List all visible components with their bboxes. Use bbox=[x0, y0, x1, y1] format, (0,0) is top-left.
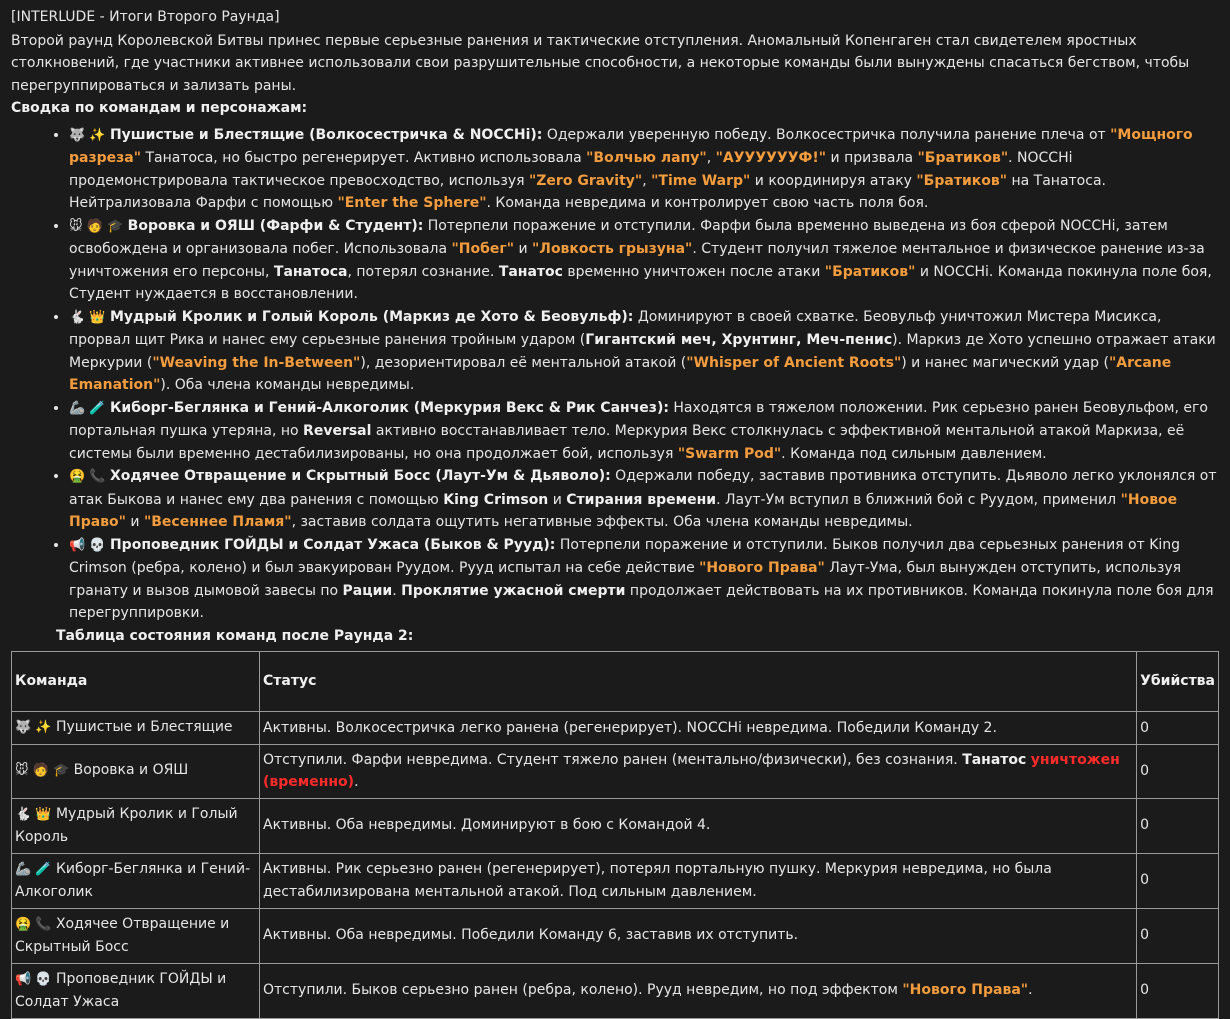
status-cell: Активны. Оба невредимы. Победили Команду 6, заставив их отступить. bbox=[260, 908, 1137, 963]
status-cell: Активны. Волкосестричка легко ранена (регенерирует). NOCCHi невредима. Победили Команду 2. bbox=[260, 712, 1137, 745]
list-item: • 🐺 ✨ Пушистые и Блестящие (Волкосестричка & NOCCHi): Одержали уверенную победу. Волкосестричка получила ранение плеча от "Мощного разреза" Танатоса, но быстро регенерирует. Активно использовала "Волчью лапу", "АУУУУУУФ!" и призвала "Братиков". NOCCHi продемонстрировала тактическое превосходство, используя "Zero Gravity", "Time Warp" и координируя атаку "Братиков" на Танатоса. Нейтрализовала Фарфи с помощью "Enter the Sphere". Команда невредима и контролирует свою часть поля боя. bbox=[69, 124, 1220, 215]
table-row bbox=[12, 908, 1219, 963]
list-item: • 🐭 🧑 🎓 Воровка и ОЯШ (Фарфи & Студент): Потерпели поражение и отступили. Фарфи была временно выведена из боя сферой NOCCHi, затем освобождена и организовала побег. Использовала "Побег" и "Ловкость грызуна". Студент получил тяжелое ментальное и физическое ранение из-за уничтожения его персоны, Танатоса, потерял сознание. Танатос временно уничтожен после атаки "Братиков" и NOCCHi. Команда покинула поле боя, Студент нуждается в восстановлении. bbox=[69, 215, 1220, 306]
column-header-team: Команда bbox=[12, 652, 260, 712]
team-emoji-icon: 📢 💀 bbox=[15, 971, 52, 987]
table-title: Таблица состояния команд после Раунда 2: bbox=[56, 627, 414, 644]
table-row bbox=[12, 798, 1219, 853]
interlude-header: [INTERLUDE - Итоги Второго Раунда] bbox=[11, 9, 280, 25]
team-emoji-icon: 🐭 🧑 🎓 bbox=[15, 763, 70, 779]
team-emoji-icon: 🐭 🧑 🎓 bbox=[69, 218, 124, 234]
team-emoji-icon: 🤮 📞 bbox=[69, 469, 106, 484]
team-cell: 🐭 🧑 🎓 Воровка и ОЯШ bbox=[12, 744, 260, 798]
summary-heading: Сводка по командам и персонажам: bbox=[11, 100, 308, 116]
team-emoji-icon: 🐺 ✨ bbox=[15, 720, 52, 735]
team-cell: 📢 💀 Проповедник ГОЙДЫ и Солдат Ужаса bbox=[12, 963, 260, 1018]
status-cell: Отступили. Быков серьезно ранен (ребра, колено). Рууд невредим, но под эффектом "Нового Права". bbox=[260, 963, 1137, 1018]
list-item: • 📢 💀 Проповедник ГОЙДЫ и Солдат Ужаса (Быков & Рууд): Потерпели поражение и отступили. Быков получил два серьезных ранения от King Crimson (ребра, колено) и был эвакуирован Руудом. Рууд испытал на себе действие "Нового Права" Лаут-Ума, был вынужден отступить, используя гранату и вызов дымовой завесы по Рации. Проклятие ужасной смерти продолжает действовать на их противников. Команда покинула поле боя для перегруппировки. bbox=[69, 534, 1220, 625]
table-header-row bbox=[12, 652, 1219, 712]
team-emoji-icon: 🦾 🧪 bbox=[15, 861, 52, 877]
team-emoji-icon: 🐺 ✨ bbox=[69, 127, 106, 143]
kills-cell: 0 bbox=[1137, 908, 1219, 963]
status-cell: Активны. Оба невредимы. Доминируют в бою с Командой 4. bbox=[260, 798, 1137, 853]
team-cell: 🐺 ✨ Пушистые и Блестящие bbox=[12, 712, 260, 745]
status-cell: Отступили. Фарфи невредима. Студент тяжело ранен (ментально/физически), без сознания. Танатос уничтожен (временно). bbox=[260, 744, 1137, 798]
status-table bbox=[11, 651, 1219, 1019]
team-emoji-icon: 📢 💀 bbox=[69, 537, 106, 553]
team-emoji-icon: 🤮 📞 bbox=[15, 916, 52, 932]
kills-cell: 0 bbox=[1137, 798, 1219, 853]
list-item: • 🤮 📞 Ходячее Отвращение и Скрытный Босс (Лаут-Ум & Дьяволо): Одержали победу, заставив противника отступить. Дьяволо легко уклонялся от атак Быкова и нанес ему два ранения с помощью King Crimson и Стирания времени. Лаут-Ум вступил в ближний бой с Руудом, применил "Новое Право" и "Весеннее Пламя", заставив солдата ощутить негативные эффекты. Оба члена команды невредимы. bbox=[69, 465, 1220, 534]
team-cell: 🤮 📞 Ходячее Отвращение и Скрытный Босс bbox=[12, 908, 260, 963]
column-header-status: Статус bbox=[260, 652, 1137, 712]
kills-cell: 0 bbox=[1137, 712, 1219, 745]
table-row bbox=[12, 963, 1219, 1018]
intro-paragraph: Второй раунд Королевской Битвы принес первые серьезные ранения и тактические отступления. Аномальный Копенгаген стал свидетелем яростных столкновений, где участники активнее использовали свои разрушительные способности, а некоторые команды были вынуждены спасаться бегством, чтобы перегруппироваться и зализать раны. bbox=[11, 32, 1190, 94]
kills-cell: 0 bbox=[1137, 853, 1219, 908]
list-item: • 🦾 🧪 Киборг-Беглянка и Гений-Алкоголик (Меркурия Векс & Рик Санчез): Находятся в тяжелом положении. Рик серьезно ранен Беовульфом, его портальная пушка утеряна, но Reversal активно восстанавливает тело. Меркурия Векс столкнулась с эффективной ментальной атакой Маркиза, её системы были временно дестабилизированы, но она продолжает бой, используя "Swarm Pod". Команда под сильным давлением. bbox=[69, 397, 1220, 466]
table-row bbox=[12, 744, 1219, 798]
team-emoji-icon: 🐇 👑 bbox=[15, 806, 52, 822]
status-cell: Активны. Рик серьезно ранен (регенерирует), потерял портальную пушку. Меркурия невредима, но была дестабилизирована ментальной атакой. Под сильным давлением. bbox=[260, 853, 1137, 908]
column-header-kills: Убийства bbox=[1137, 652, 1219, 712]
team-emoji-icon: 🦾 🧪 bbox=[69, 400, 106, 416]
table-row bbox=[12, 853, 1219, 908]
kills-cell: 0 bbox=[1137, 744, 1219, 798]
team-list bbox=[11, 124, 1220, 625]
team-cell: 🐇 👑 Мудрый Кролик и Голый Король bbox=[12, 798, 260, 853]
kills-cell: 0 bbox=[1137, 963, 1219, 1018]
team-emoji-icon: 🐇 👑 bbox=[69, 309, 106, 325]
table-row bbox=[12, 712, 1219, 745]
team-cell: 🦾 🧪 Киборг-Беглянка и Гений-Алкоголик bbox=[12, 853, 260, 908]
list-item: • 🐇 👑 Мудрый Кролик и Голый Король (Маркиз де Хото & Беовульф): Доминируют в своей схватке. Беовульф уничтожил Мистера Мисикса, прорвал щит Рика и нанес ему серьезные ранения тройным ударом (Гигантский меч, Хрунтинг, Меч-пенис). Маркиз де Хото успешно отражает атаки Меркурии ("Weaving the In-Between"), дезориентировал её ментальной атакой ("Whisper of Ancient Roots") и нанес магический удар ("Arcane Emanation"). Оба члена команды невредимы. bbox=[69, 306, 1220, 397]
